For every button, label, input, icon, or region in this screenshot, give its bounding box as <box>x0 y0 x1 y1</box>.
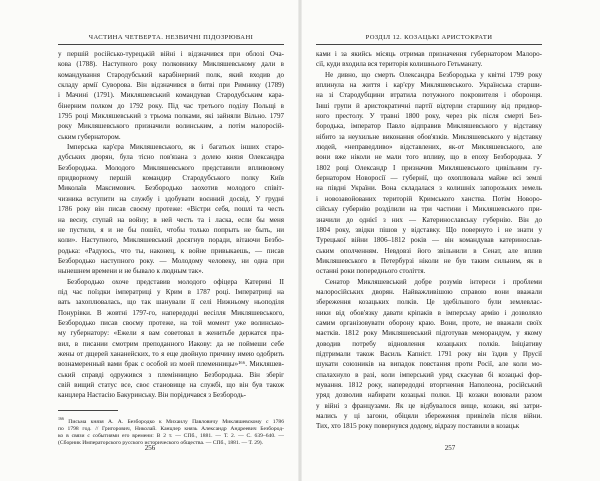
running-head-left: ЧАСТИНА ЧЕТВЕРТА. НЕЗВИЧНІ ПІДОЗРЮВАНІ <box>58 34 284 45</box>
text-line: Безбородько писав своєму протеже, на той момент уже волинсько- <box>58 318 284 327</box>
text-line: ками і за якийсь місяць отримав призначення губернатором Малоро- <box>316 50 542 58</box>
text-line: останні роки попереднього століття. <box>316 267 426 276</box>
text-line: малоросійських дворян. Найважливішою справою вони вважали <box>316 287 542 296</box>
text-line: Імперська кар'єра Микляшевського, як і багатьох інших старо- <box>67 143 284 152</box>
text-line: шукати союзників на випадок повстання проти Росії, але коли мо- <box>316 360 542 369</box>
footnote-line: по 1798 год. // Григорович, Николай. Канцлер князь Александр Андреевич Безбород- <box>58 425 284 432</box>
text-line: дубських дворян, була тісно пов'язана з долею князя Олександра <box>58 153 284 162</box>
footnote-line: ко в связи с событиями его времени: В 2 т. — СПб., 1881. — Т. 2. — С. 639–640. — <box>58 432 284 439</box>
text-line: вознамеренный вами брак с особой из моей племенницы»¹⁶⁶. Микляшев- <box>58 360 284 369</box>
text-line: Безбородько охоче представив молодого офіцера Катерині II <box>67 277 284 286</box>
left-body-text <box>58 49 284 401</box>
text-line: Не дивно, що смерть Олександра Безбородька у квітні 1799 року <box>325 70 542 79</box>
text-line: вил, в писании смотрим преподанного Иакову: да не поймеши себе <box>58 339 284 348</box>
text-line: уряд дозволив набирати козацькі полки. Ці козаки воювали разом <box>316 391 542 400</box>
text-line: 1804 року, звідки пішов у відставку. Що повернуто і не знати у <box>316 225 542 234</box>
text-line: збереження козацьких полків. Це здебільшого були землевлас- <box>316 298 542 307</box>
text-line: бородька, імператор Павло відправив Микляшевського у відставку <box>316 122 542 131</box>
text-line: у війні з французами. Як це відбувалося вище, козаки, які затри- <box>316 401 542 410</box>
text-line: канцлера Настасію Бакуринську. Він порідичався з Безбородь- <box>58 391 246 400</box>
text-line: жены от дщерей хананейских, то я еще двойную причину имею одобрить <box>58 349 284 358</box>
text-line: людей, «неправедливо» відставлених, як-от Микляшевського, але <box>316 143 542 152</box>
text-line: вать захоплювалась, що так шанували її селі Нижньому ньоподіля <box>58 298 284 307</box>
text-line: складу армії Суворова. Він відзначився в битві при Римнику (1789) <box>58 81 284 90</box>
text-line: Миколаїв Максимович. Безбородько заохотив молодого співіт- <box>58 184 284 193</box>
text-line: родька: «Радуюсь, что ты, наконец, к войне привыкаешь, — писав <box>58 246 284 255</box>
text-line: Сенатор Микляшевський добре розумів інтереси і проблеми <box>325 277 542 286</box>
text-line: 1795 році Микляшевський з трьома полками, які зайняли Вільно. 1797 <box>58 112 284 121</box>
text-line: під час поїздки імператриці у Крим в 1787 році. Імператриці на <box>58 287 284 296</box>
text-line: чизника вступити на службу і здобувати воєнний досвід. У грудні <box>58 194 284 203</box>
text-line: вплинула на життя і кар'єру Микляшевського. Українська старши- <box>316 81 542 90</box>
text-line: і новозавойованих територій Кримського ханства. Потім Новоро- <box>316 194 542 203</box>
footnote-rule <box>58 410 118 411</box>
text-line: Тих, хто 1815 року повернувся додому, відразу поставили в козацьк <box>316 422 520 431</box>
text-line: року Микляшевського призначили волинським, а потім малоросій- <box>58 122 284 131</box>
text-line: значили до однієї з них — Катеринославську губернію. Він до <box>316 215 542 224</box>
text-line: кова (1788). Наступного року полковнику Микляшевському дали в <box>58 60 284 69</box>
text-line: Безбородько наступного року. — Молодому человеку, ни одна при <box>58 256 284 265</box>
footnote-number: 166 <box>58 415 64 421</box>
footnote-line <box>58 415 284 426</box>
text-line: бінерним полком до 1792 року. Під час третього поділу Польщі в <box>58 101 284 110</box>
text-line: свій вищий статус все, своє становище на службі, що він був також <box>58 381 284 389</box>
text-line: 1802 році Олександр І призначив Микляшевського цивільним гу- <box>316 163 542 172</box>
text-line: вони вже ніколи не мали того впливу, що в епоху Безбородька. У <box>316 153 542 162</box>
footnote-text: Письма князя А. А. Безбородко к Михаилу Павловичу Микляшевскому с 1786 <box>64 418 284 425</box>
text-line: нібито за неухильне виконання обов'язків. Микляшевського у відставку <box>316 132 542 141</box>
text-line: Безбородька. Молодого Микляшевського представили впливовому <box>58 163 284 172</box>
text-line: Микляшевського в Петербурзі ніколи не був таким сильним, як в <box>316 256 542 265</box>
text-line: не пустили, я и не бы пошёл, чтобы только попрыть не быть, ни <box>58 225 284 234</box>
text-line: на півдні України. Вона складалася з колишніх запорозьких земель <box>316 184 542 193</box>
text-line: Понурівки. В жовтні 1797-го, напередодні весілля Микляшевського, <box>58 308 284 317</box>
text-line: сії, куди входила вся територія колишнього Гетьманату. <box>316 60 483 69</box>
text-line: самим організовувати оборону краю. Вони, проте, не вважали своїх <box>316 318 542 327</box>
text-line: коли». Наступного, Микляшевський досягнув поради, вітаючи Безбо- <box>58 236 284 245</box>
text-line: маєтків. 1812 року Микляшевський підготував меморандум, у якому <box>316 329 542 338</box>
text-line: на зі Стародубщини втратила потужного покровителя і оборонця. <box>316 91 542 100</box>
text-line: придворному першій командир Стародубського полку Київ <box>58 174 284 183</box>
text-line: нынешнем времени и не бывало к людным так». <box>58 267 204 276</box>
text-line: підтримали також Василь Капніст. 1791 року він їздив у Прусії <box>316 349 542 358</box>
text-line: мування. 1812 року, напередодні вторгнення Наполеона, російський <box>316 381 542 389</box>
text-line: командування Стародубський карабінерний полк, який входив до <box>58 70 284 79</box>
text-line: і Мачині (1791). Микляшевський командував Стародубським кара- <box>58 91 284 100</box>
text-line: ським губернатором. <box>58 132 121 141</box>
text-line: ський справді одружився з племінницею Безбородька. Він зберіг <box>58 370 284 379</box>
right-page <box>300 0 600 481</box>
text-line: ного престолу. У травні 1800 року, через рік після смерті Без- <box>316 112 542 121</box>
text-line: ським ополченням. Невдовзі його звільнили в Сенат, але вплив <box>316 246 542 255</box>
text-line: мались у ці загони, обіцяли збереження привілеїв після війни. <box>316 412 542 421</box>
text-line: Інші групи й аристократичні партії відтерли старшину від придвор- <box>316 101 542 110</box>
text-line: спалахнуло в разі, коли імперський уряд скасував бі козацькі фор- <box>316 370 542 379</box>
footnote <box>58 415 284 448</box>
text-line: на весну, ступай на войну; в ней честь та і ласка, если бы меня <box>58 215 284 224</box>
text-line: Турецької війни 1806–1812 років — він командував катеринослав- <box>316 236 542 245</box>
running-head-right: РОЗДІЛ 12. КОЗАЦЬКІ АРИСТОКРАТИ <box>316 34 542 45</box>
text-line: доводив потребу відновлення козацьких полків. Ініціативу <box>316 339 542 348</box>
text-line: у першій російсько-турецькій війні і відзначився при облозі Оча- <box>58 50 284 58</box>
text-line: сійську губернію розділили на три частини і Микляшевського при- <box>316 205 542 214</box>
page-number-left: 256 <box>144 444 156 452</box>
right-body-text <box>316 49 542 432</box>
page-number-right: 257 <box>444 444 456 452</box>
text-line: ники від обов'язку давати кріпаків в імперську армію і дозволяло <box>316 308 542 317</box>
text-line: 1786 року він писав своєму протеже: «Вістри себя, пошлі та честь <box>58 205 284 214</box>
footnote-line: (Сборник Императорского русского исторического общества. — СПб., 1881. — Т. 29). <box>58 440 264 447</box>
text-line: бернатором Новоросії — губернії, що охоплювала майже всі землі <box>316 174 542 183</box>
text-line: му губернатору: «Ежели я вам советовал в женитьбе держатся пра- <box>58 329 284 338</box>
